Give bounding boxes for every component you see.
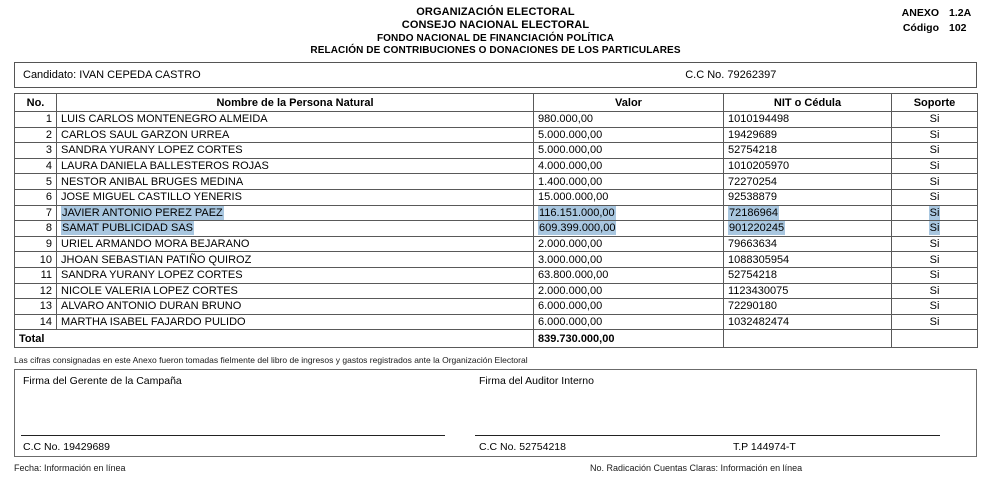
- row-valor: 6.000.000,00: [534, 299, 724, 315]
- row-number: 12: [15, 283, 57, 299]
- row-name: URIEL ARMANDO MORA BEJARANO: [57, 236, 534, 252]
- table-body: [15, 112, 978, 330]
- row-number: 11: [15, 267, 57, 283]
- row-nit: [724, 221, 892, 237]
- row-number: 2: [15, 127, 57, 143]
- contributions-table: [14, 93, 978, 348]
- row-soporte: Si: [892, 314, 978, 330]
- row-nit: 72270254: [724, 174, 892, 190]
- row-soporte: Si: [892, 283, 978, 299]
- table-row[interactable]: [15, 236, 978, 252]
- total-label: Total: [15, 330, 534, 348]
- org-title-line-3: FONDO NACIONAL DE FINANCIACIÓN POLÍTICA: [376, 32, 615, 44]
- disclaimer-text: Las cifras consignadas en este Anexo fueron tomadas fielmente del libro de ingresos y gastos registrados ante la Organización Electoral: [14, 355, 528, 366]
- column-header-no: No.: [15, 94, 57, 112]
- table-row[interactable]: [15, 112, 978, 128]
- row-valor: 6.000.000,00: [534, 314, 724, 330]
- row-valor: 3.000.000,00: [534, 252, 724, 268]
- row-soporte: Si: [892, 127, 978, 143]
- row-valor: 5.000.000,00: [534, 143, 724, 159]
- auditor-signature-label: Firma del Auditor Interno: [479, 374, 594, 387]
- row-valor: [534, 205, 724, 221]
- row-number: 8: [15, 221, 57, 237]
- codigo-value: 102: [949, 22, 967, 35]
- row-soporte: Si: [892, 189, 978, 205]
- table-row[interactable]: [15, 143, 978, 159]
- row-valor: 1.400.000,00: [534, 174, 724, 190]
- table-row[interactable]: [15, 252, 978, 268]
- column-header-name: Nombre de la Persona Natural: [57, 94, 534, 112]
- codigo-label: Código: [902, 22, 939, 35]
- row-soporte: Si: [892, 236, 978, 252]
- row-name: CARLOS SAUL GARZON URREA: [57, 127, 534, 143]
- row-name: [57, 221, 534, 237]
- row-valor-text: 609.399.000,00: [539, 222, 616, 235]
- row-name: JHOAN SEBASTIAN PATIÑO QUIROZ: [57, 252, 534, 268]
- total-nit: [724, 330, 892, 348]
- row-nit-text: 72186964: [729, 206, 778, 219]
- row-nit: 19429689: [724, 127, 892, 143]
- row-number: 1: [15, 112, 57, 128]
- table-row[interactable]: [15, 158, 978, 174]
- footer-date-text: Fecha: Información en línea: [14, 462, 126, 473]
- auditor-tp-value: T.P 144974-T: [733, 440, 796, 453]
- row-name: ALVARO ANTONIO DURAN BRUNO: [57, 299, 534, 315]
- table-row[interactable]: [15, 189, 978, 205]
- row-nit-text: 901220245: [729, 222, 785, 235]
- footer-radicacion-text: No. Radicación Cuentas Claras: Información en línea: [590, 462, 803, 473]
- column-header-soporte: Soporte: [892, 94, 978, 112]
- table-row[interactable]: [15, 267, 978, 283]
- column-header-valor: Valor: [534, 94, 724, 112]
- org-title-line-1: ORGANIZACIÓN ELECTORAL: [416, 6, 575, 18]
- row-name: LUIS CARLOS MONTENEGRO ALMEIDA: [57, 112, 534, 128]
- row-soporte: Si: [892, 112, 978, 128]
- header-title-block: [0, 6, 991, 57]
- row-valor: 15.000.000,00: [534, 189, 724, 205]
- row-soporte: [892, 221, 978, 237]
- row-valor: 5.000.000,00: [534, 127, 724, 143]
- row-soporte: Si: [892, 299, 978, 315]
- row-name: MARTHA ISABEL FAJARDO PULIDO: [57, 314, 534, 330]
- row-soporte: Si: [892, 143, 978, 159]
- row-number: 13: [15, 299, 57, 315]
- document-header: [0, 0, 991, 58]
- table-header-row: [15, 94, 978, 112]
- row-number: 14: [15, 314, 57, 330]
- row-nit: 1010194498: [724, 112, 892, 128]
- total-soporte: [892, 330, 978, 348]
- row-nit: [724, 205, 892, 221]
- table-row[interactable]: [15, 205, 978, 221]
- row-name-text: JAVIER ANTONIO PEREZ PAEZ: [62, 206, 223, 219]
- row-name: JOSE MIGUEL CASTILLO YENERIS: [57, 189, 534, 205]
- row-number: 3: [15, 143, 57, 159]
- row-name-text: SAMAT PUBLICIDAD SAS: [62, 222, 194, 235]
- row-number: 9: [15, 236, 57, 252]
- table-row[interactable]: [15, 299, 978, 315]
- row-nit: 1010205970: [724, 158, 892, 174]
- anexo-row: [893, 6, 979, 21]
- row-soporte: [892, 205, 978, 221]
- row-number: 6: [15, 189, 57, 205]
- row-valor-text: 116.151.000,00: [539, 206, 615, 219]
- row-valor: 63.800.000,00: [534, 267, 724, 283]
- row-number: 4: [15, 158, 57, 174]
- row-nit: 92538879: [724, 189, 892, 205]
- row-name: SANDRA YURANY LOPEZ CORTES: [57, 143, 534, 159]
- row-soporte: Si: [892, 267, 978, 283]
- manager-cc-value: C.C No. 19429689: [23, 440, 110, 453]
- row-valor: 2.000.000,00: [534, 236, 724, 252]
- row-valor: [534, 221, 724, 237]
- table-row[interactable]: [15, 283, 978, 299]
- row-soporte: Si: [892, 174, 978, 190]
- row-name: NESTOR ANIBAL BRUGES MEDINA: [57, 174, 534, 190]
- table-row[interactable]: [15, 314, 978, 330]
- anexo-code-block: [893, 6, 979, 36]
- row-number: 10: [15, 252, 57, 268]
- column-header-nit: NIT o Cédula: [724, 94, 892, 112]
- row-valor: 4.000.000,00: [534, 158, 724, 174]
- row-valor: 2.000.000,00: [534, 283, 724, 299]
- candidate-name-field: Candidato: IVAN CEPEDA CASTRO: [23, 69, 201, 81]
- row-name: NICOLE VALERIA LOPEZ CORTES: [57, 283, 534, 299]
- auditor-cc-value: C.C No. 52754218: [479, 440, 566, 453]
- row-nit: 1123430075: [724, 283, 892, 299]
- table-row[interactable]: [15, 174, 978, 190]
- row-name: [57, 205, 534, 221]
- manager-signature-line: [21, 435, 445, 436]
- row-nit: 79663634: [724, 236, 892, 252]
- row-soporte: Si: [892, 252, 978, 268]
- org-title-line-4: RELACIÓN DE CONTRIBUCIONES O DONACIONES DE LOS PARTICULARES: [310, 45, 681, 56]
- row-nit: 72290180: [724, 299, 892, 315]
- signature-box: [14, 369, 977, 457]
- anexo-label: ANEXO: [901, 7, 939, 19]
- table-total-row: [15, 330, 978, 348]
- row-name: LAURA DANIELA BALLESTEROS ROJAS: [57, 158, 534, 174]
- row-number: 7: [15, 205, 57, 221]
- total-valor: 839.730.000,00: [534, 330, 724, 348]
- row-number: 5: [15, 174, 57, 190]
- row-nit: 1088305954: [724, 252, 892, 268]
- org-title-line-2: CONSEJO NACIONAL ELECTORAL: [401, 19, 590, 32]
- row-valor: 980.000,00: [534, 112, 724, 128]
- candidate-cc-field: C.C No. 79262397: [685, 69, 777, 81]
- anexo-value: 1.2A: [949, 7, 972, 19]
- manager-signature-label: Firma del Gerente de la Campaña: [23, 374, 182, 387]
- row-soporte: Si: [892, 158, 978, 174]
- codigo-row: [893, 21, 979, 36]
- row-nit: 52754218: [724, 267, 892, 283]
- row-soporte-text: Si: [929, 206, 940, 219]
- row-soporte-text: Si: [929, 222, 940, 235]
- auditor-signature-line: [475, 435, 940, 436]
- row-nit: 1032482474: [724, 314, 892, 330]
- row-nit: 52754218: [724, 143, 892, 159]
- table-row[interactable]: [15, 221, 978, 237]
- document-footer: [14, 463, 977, 479]
- table-row[interactable]: [15, 127, 978, 143]
- candidate-bar: [14, 62, 977, 88]
- row-name: SANDRA YURANY LOPEZ CORTES: [57, 267, 534, 283]
